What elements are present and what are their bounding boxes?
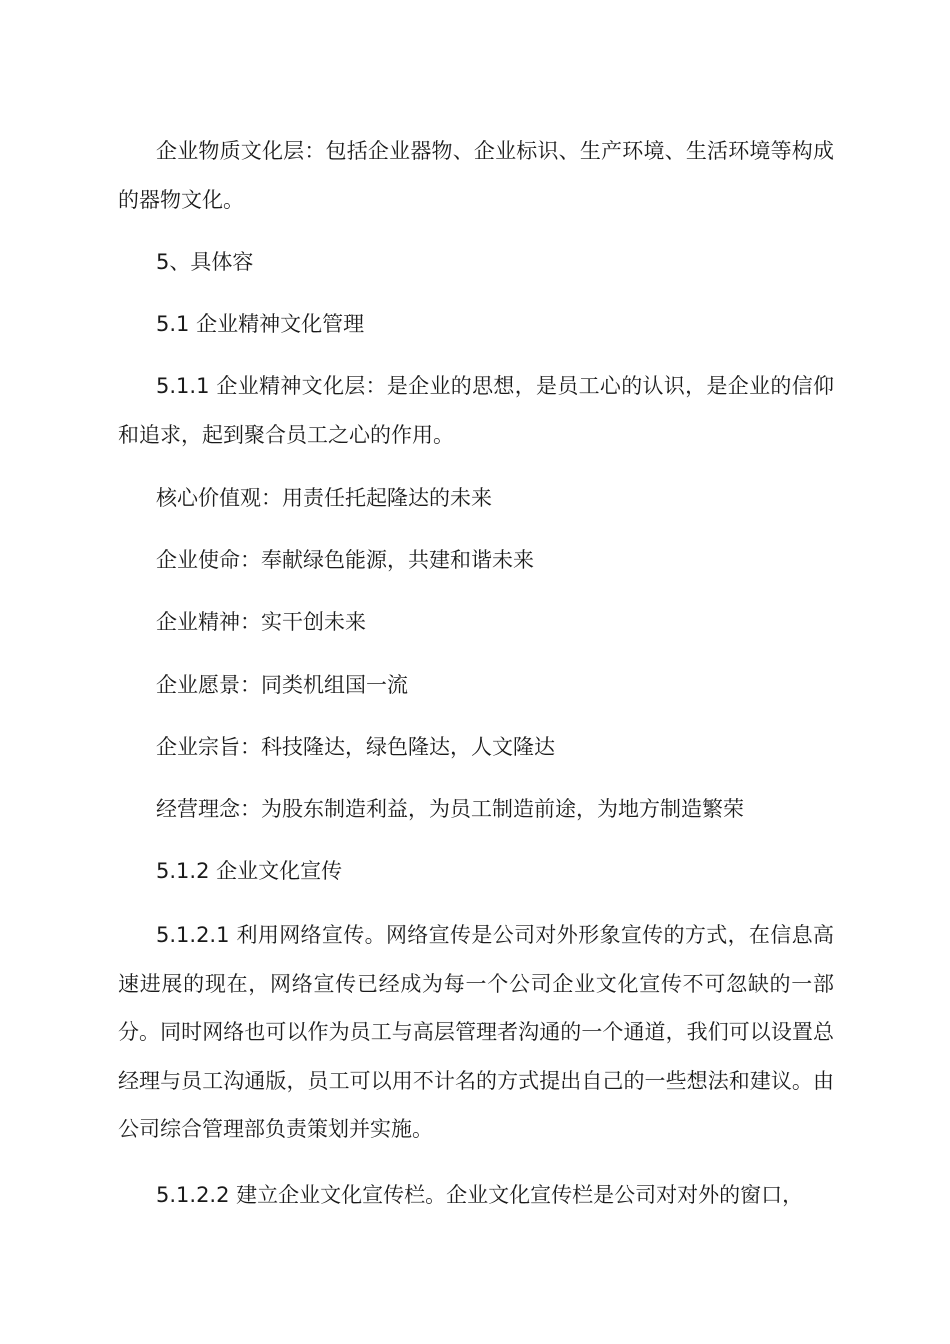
heading-section-5-1-2: 5.1.2 企业文化宣传: [156, 859, 343, 883]
heading-section-5-1: 5.1 企业精神文化管理: [156, 312, 365, 336]
paragraph-core-values: 核心价值观：用责任托起隆达的未来: [156, 486, 492, 510]
paragraph-mission: 企业使命：奉献绿色能源，共建和谐未来: [156, 548, 534, 572]
paragraph-vision: 企业愿景：同类机组国一流: [156, 673, 408, 697]
paragraph-section-5-1-1: 5.1.1 企业精神文化层：是企业的思想，是员工心的认识，是企业的信仰和追求，起到聚合员工之心的作用。: [118, 374, 834, 447]
heading-section-5: 5、具体容: [156, 250, 254, 274]
paragraph-spirit: 企业精神：实干创未来: [156, 610, 366, 634]
paragraph-material-culture: 企业物质文化层：包括企业器物、企业标识、生产环境、生活环境等构成的器物文化。: [118, 139, 834, 212]
paragraph-section-5-1-2-2: 5.1.2.2 建立企业文化宣传栏。企业文化宣传栏是公司对对外的窗口，: [156, 1183, 804, 1207]
paragraph-purpose: 企业宗旨：科技隆达，绿色隆达，人文隆达: [156, 735, 555, 759]
paragraph-section-5-1-2-1: 5.1.2.1 利用网络宣传。网络宣传是公司对外形象宣传的方式，在信息高速进展的现在，网络宣传已经成为每一个公司企业文化宣传不可忽缺的一部分。同时网络也可以作为员工与高层管理者沟通的一个通道，我们可以设置总经理与员工沟通版，员工可以用不计名的方式提出自己的一些想法和建议。由公司综合管理部负责策划并实施。: [118, 923, 834, 1141]
paragraph-business-philosophy: 经营理念：为股东制造利益，为员工制造前途，为地方制造繁荣: [156, 797, 744, 821]
